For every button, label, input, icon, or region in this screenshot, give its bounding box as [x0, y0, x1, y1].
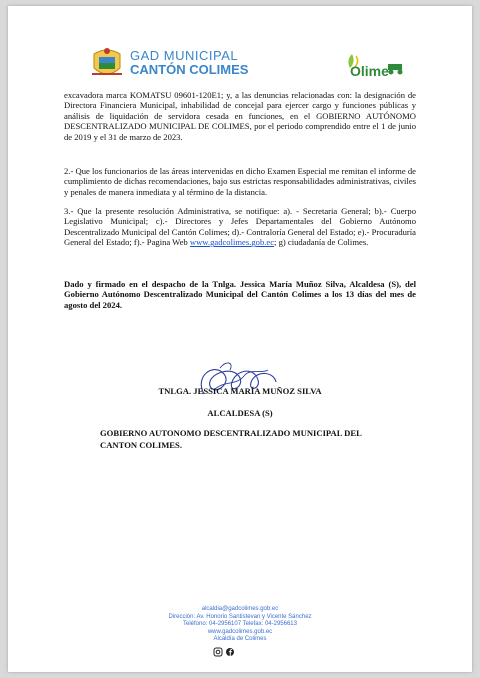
footer-phones: Teléfono: 04-2956107 Telefax: 04-2956613 — [183, 621, 297, 628]
footer-website: www.gadcolimes.gob.ec — [207, 628, 273, 635]
facebook-icon[interactable] — [226, 648, 234, 656]
footer-email: alcaldia@gadcolimes.gob.ec — [201, 606, 279, 612]
institution-name: GOBIERNO AUTONOMO DESCENTRALIZADO MUNICIPAL DEL CANTON COLIMES. — [100, 428, 362, 450]
letterhead — [8, 6, 472, 86]
colimes-brand-text: Olime — [350, 63, 389, 79]
signatory-title: ALCALDESA (S) — [207, 408, 273, 418]
gad-municipal-label: GAD MUNICIPAL — [130, 48, 239, 63]
handwritten-signature-icon — [184, 356, 288, 404]
footer-address: Dirección: Av. Honorio Santistevan y Vicente Sánchez — [168, 613, 312, 620]
paragraph-2: 2.- Que los funcionarios de las áreas intervenidas en dicho Examen Especial me remitan el informe de cumplimiento de dichas recomendaciones, bajo sus estrictas responsabilidades administrativas, civiles y penales de manera inmediata y al término de la distancia. — [64, 166, 416, 197]
municipal-seal-icon — [90, 44, 124, 82]
letterhead-footer — [8, 606, 472, 644]
signatory-name: TNLGA. JESSICA MARÍA MUÑOZ SILVA — [158, 386, 322, 396]
document-page — [8, 6, 472, 672]
paragraph-3-text: 3.- Que la presente resolución Administrativa, se notifique: a). - Secretaria General; b).- Cuerpo Legislativo Municipal; c).- Directores y Jefes Departamentales del Gobierno Autónomo Descentralizado Municipal del Cantón Colimes; d).- Contraloría General del Estado; e).- Procuraduría General del Estado; f).- Pagina Web — [64, 206, 416, 248]
paragraph-3-tail: ; g) ciudadanía de Colimes. — [274, 237, 369, 248]
footer-office: Alcaldía de Colimes — [213, 636, 267, 643]
instagram-icon[interactable] — [214, 648, 222, 656]
website-link[interactable]: www.gadcolimes.gob.ec — [189, 237, 275, 248]
signing-statement: Dado y firmado en el despacho de la Tnlga. Jessica María Muñoz Silva, Alcaldesa (S), del Gobierno Autónomo Descentralizado Municipal del Cantón Colimes a los 13 días del mes de agosto del 2024. — [64, 279, 416, 310]
social-icons — [213, 647, 237, 657]
paragraph-3 — [64, 206, 416, 248]
canton-colimes-label: CANTÓN COLIMES — [130, 62, 249, 77]
paragraph-1: excavadora marca KOMATSU 09601-120E1; y, a las denuncias relacionadas con: la designación de Directora Financiera Municipal, inhabilidad de concejal para ejercer cargo y funciones públicas y análisis de liquidación de servidora cesada en funciones, en el GOBIERNO AUTÓNOMO DESCENTRALIZADO MUNICIPAL DE COLIMES, por el periodo comprendido entre el 1 de junio de 2019 y el 31 de marzo de 2023. — [64, 90, 416, 142]
